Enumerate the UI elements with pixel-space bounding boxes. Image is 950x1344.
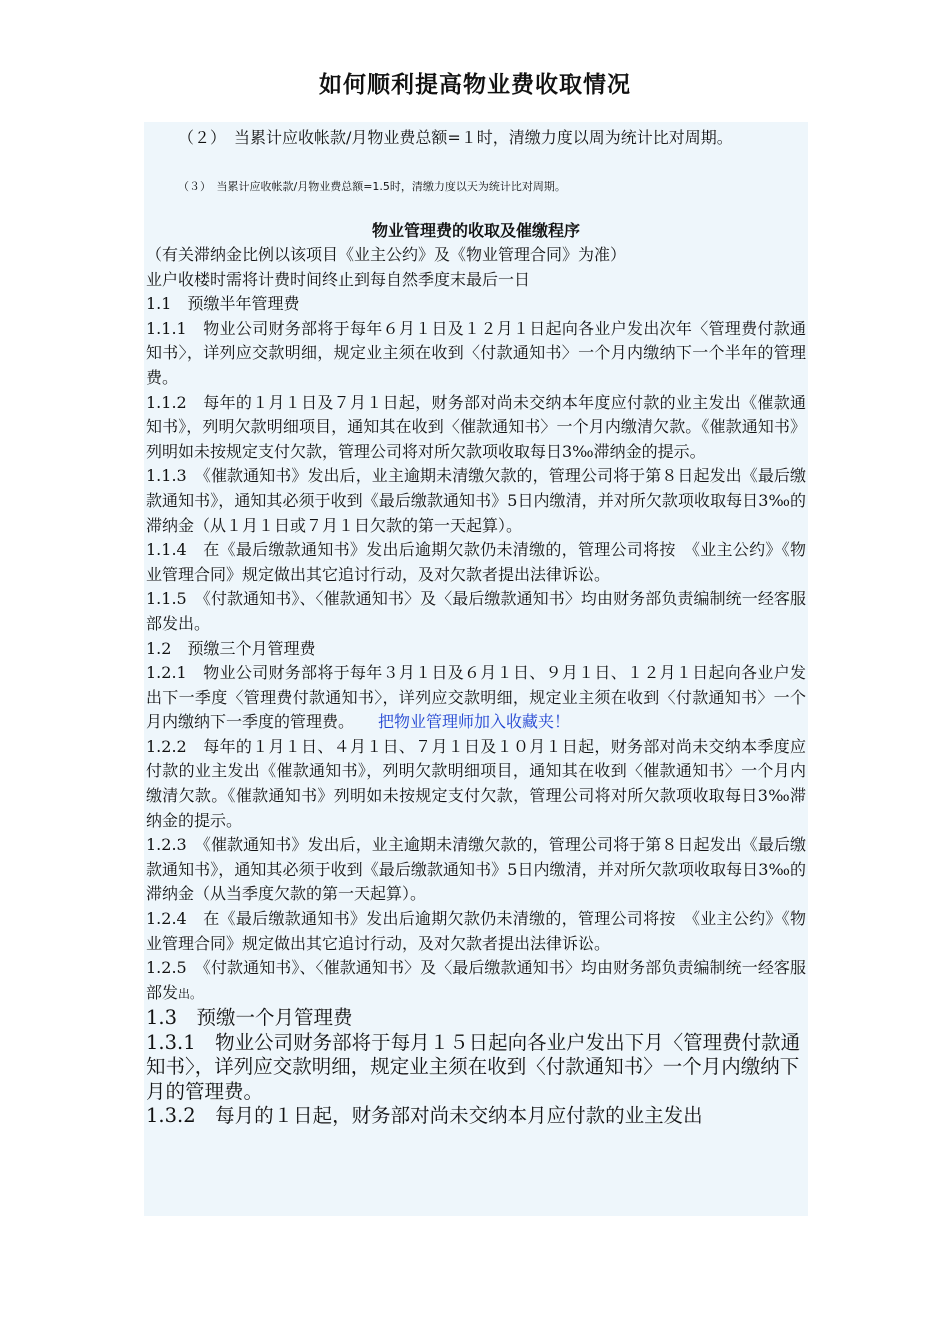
paragraph-3: （３） 当累计应收帐款/月物业费总额=1.5时，清缴力度以天为统计比对周期。 — [178, 180, 566, 193]
clause-1-2-1-text: 1.2.1 物业公司财务部将于每年３月１日及６月１日、９月１日、１２月１日起向各业户发出下一季度〈管理费付款通知书〉，详列应交款明细，规定业主须在收到〈付款通知书〉一个月内缴纳下一季度的管理费。 — [146, 663, 806, 732]
clause-1-1-4: 1.1.4 在《最后缴款通知书》发出后逾期欠款仍未清缴的，管理公司将按 《业主公约》《物业管理合同》规定做出其它追讨行动，及对欠款者提出法律诉讼。 — [146, 540, 806, 584]
document-body — [146, 124, 806, 1129]
intro-note: （有关滞纳金比例以该项目《业主公约》及《物业管理合同》为准） — [146, 245, 627, 264]
bookmark-link[interactable]: 把物业管理师加入收藏夹！ — [378, 712, 571, 732]
clause-1-3-2: 1.3.2 每月的１日起，财务部对尚未交纳本月应付款的业主发出 — [146, 1104, 703, 1128]
clause-1-2-4: 1.2.4 在《最后缴款通知书》发出后逾期欠款仍未清缴的，管理公司将按 《业主公约》《物业管理合同》规定做出其它追讨行动，及对欠款者提出法律诉讼。 — [146, 909, 806, 953]
clause-1-3-1: 1.3.1 物业公司财务部将于每月１５日起向各业户发出下月〈管理费付款通知书〉，详列应交款明细，规定业主须在收到〈付款通知书〉一个月内缴纳下月的管理费。 — [146, 1030, 801, 1103]
clause-1-1-2: 1.1.2 每年的１月１日及７月１日起，财务部对尚未交纳本年度应付款的业主发出《催款通知书》，列明欠款明细项目，通知其在收到〈催款通知书〉一个月内缴清欠款。《催款通知书》列明如未按规定支付欠款，管理公司将对所欠款项收取每日3‰滞纳金的提示。 — [146, 392, 806, 461]
clause-1-1-3: 1.1.3 《催款通知书》发出后，业主逾期未清缴欠款的，管理公司将于第８日起发出《最后缴款通知书》，通知其必须于收到《最后缴款通知书》5日内缴清，并对所欠款项收取每日3‰的滞纳金（从１月１日或７月１日欠款的第一天起算）。 — [146, 466, 806, 535]
clause-1-2-5-tail: 出。 — [178, 986, 203, 1001]
clause-1-2-2: 1.2.2 每年的１月１日、４月１日、７月１日及１０月１日起，财务部对尚未交纳本季度应付款的业主发出《催款通知书》，列明欠款明细项目，通知其在收到〈催款通知书〉一个月内缴清欠款。《催款通知书》列明如未按规定支付欠款，管理公司将对所欠款项收取每日3‰滞纳金的提示。 — [146, 736, 806, 830]
heading-1-3: 1.3 预缴一个月管理费 — [146, 1006, 353, 1030]
clause-1-1-1: 1.1.1 物业公司财务部将于每年６月１日及１２月１日起向各业户发出次年〈管理费付款通知书〉，详列应交款明细，规定业主须在收到〈付款通知书〉一个月内缴纳下一个半年的管理费。 — [146, 318, 806, 387]
document-title: 如何顺利提高物业费收取情况 — [319, 72, 631, 98]
clause-1-2-5 — [146, 956, 806, 1006]
clause-1-2-1 — [146, 661, 806, 735]
heading-1-1: 1.1 预缴半年管理费 — [146, 294, 300, 314]
section-title: 物业管理费的收取及催缴程序 — [371, 221, 580, 240]
clause-1-2-5-text: 1.2.5 《付款通知书》、〈催款通知书〉及〈最后缴款通知书〉均由财务部负责编制统一经客服部发 — [146, 958, 806, 1002]
clause-1-1-5: 1.1.5 《付款通知书》、〈催款通知书〉及〈最后缴款通知书〉均由财务部负责编制统一经客服部发出。 — [146, 589, 806, 633]
intro-line: 业户收楼时需将计费时间终止到每自然季度末最后一日 — [146, 269, 531, 289]
paragraph-2: （２） 当累计应收帐款/月物业费总额=１时，清缴力度以周为统计比对周期。 — [178, 128, 733, 147]
heading-1-2: 1.2 预缴三个月管理费 — [146, 638, 316, 658]
clause-1-2-3: 1.2.3 《催款通知书》发出后，业主逾期未清缴欠款的，管理公司将于第８日起发出《最后缴款通知书》，通知其必须于收到《最后缴款通知书》5日内缴清，并对所欠款项收取每日3‰的滞纳金（从当季度欠款的第一天起算）。 — [146, 835, 806, 904]
